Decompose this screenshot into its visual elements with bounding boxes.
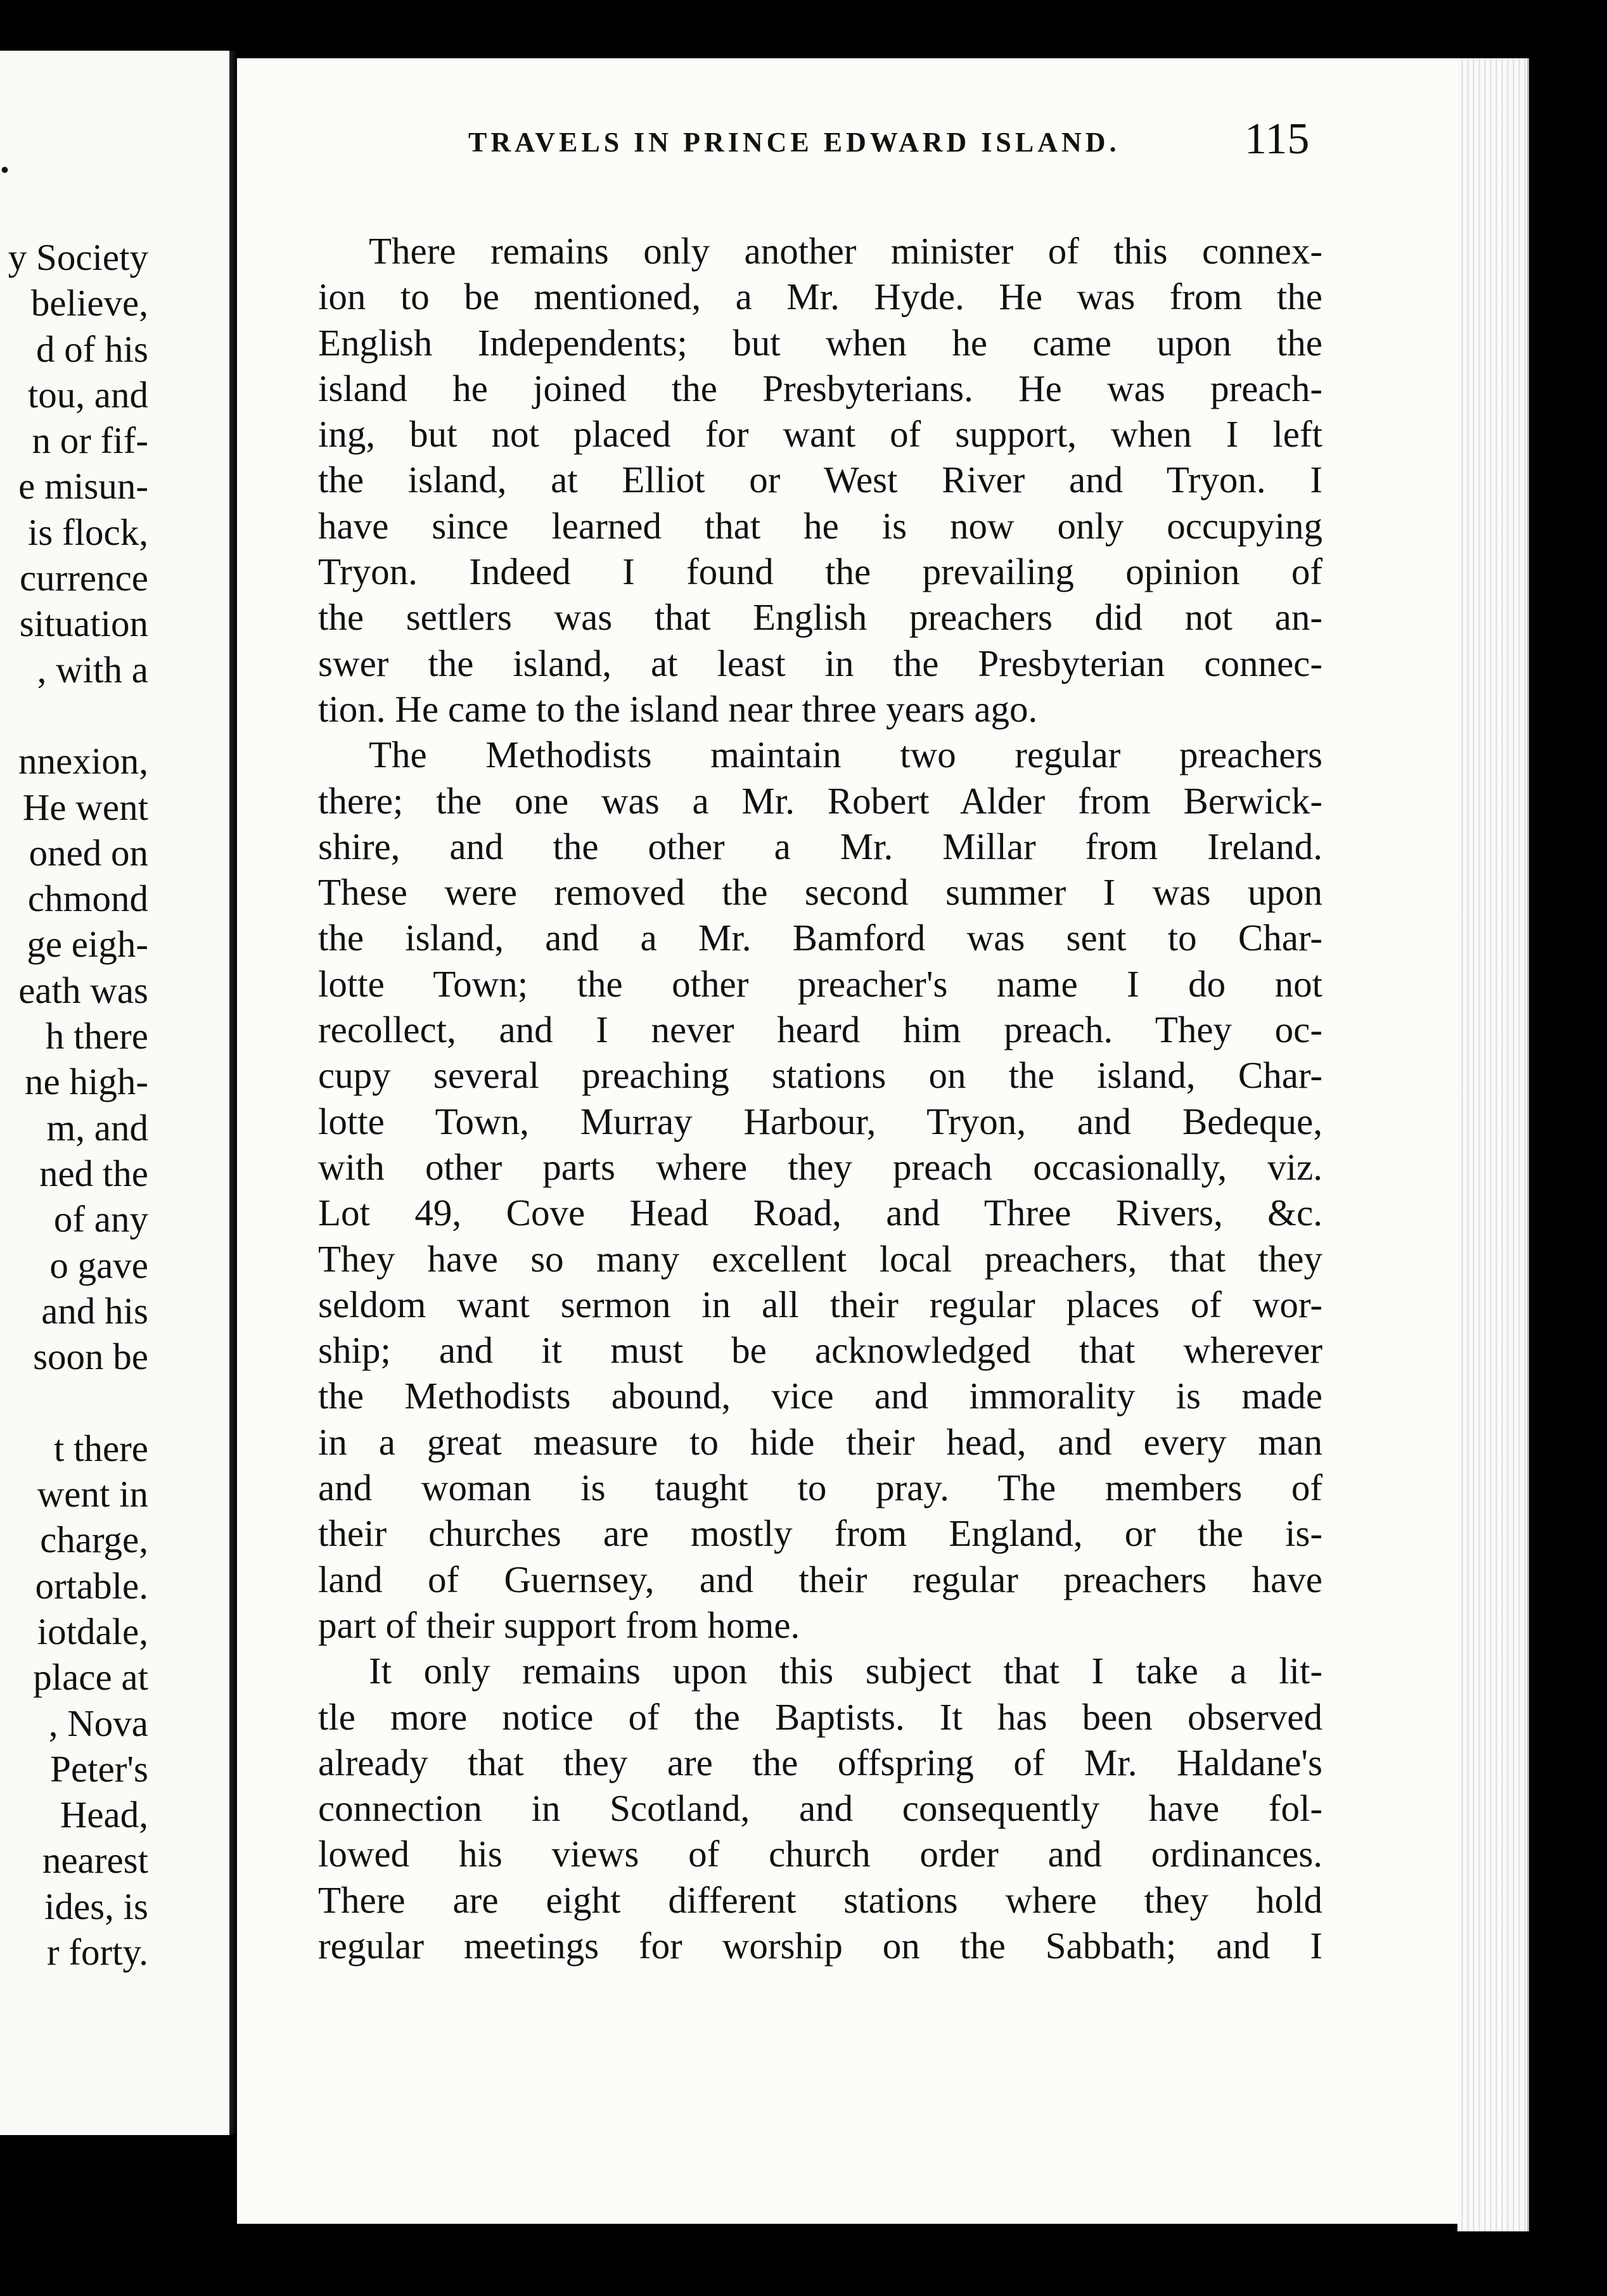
text-line: These were removed the second summer I was upon [318, 871, 1322, 914]
left-page-line: t there [53, 1427, 148, 1469]
left-page-line: Peter's [50, 1747, 148, 1790]
running-title: TRAVELS IN PRINCE EDWARD ISLAND. [468, 127, 1120, 158]
page-number: 115 [1245, 115, 1310, 163]
text-line: tle more notice of the Baptists. It has been observed [318, 1695, 1322, 1738]
left-page-line: r forty. [46, 1930, 148, 1973]
text-line: connection in Scotland, and consequently have fol- [318, 1787, 1322, 1830]
left-page-line: soon be [33, 1336, 148, 1378]
text-line: lotte Town, Murray Harbour, Tryon, and Bedeque, [318, 1100, 1322, 1142]
text-line: island he joined the Presbyterians. He was preach- [318, 367, 1322, 409]
text-line: there; the one was a Mr. Robert Alder from Berwick- [318, 779, 1322, 822]
text-line: seldom want sermon in all their regular places of wor- [318, 1283, 1322, 1325]
left-page-header-mark: . [0, 139, 10, 181]
left-page-line: ned the [39, 1152, 148, 1194]
text-line: cupy several preaching stations on the island, Char- [318, 1054, 1322, 1097]
text-line: tion. He came to the island near three years ago. [318, 687, 1038, 730]
text-line: the Methodists abound, vice and immorality is made [318, 1375, 1322, 1417]
text-line: It only remains upon this subject that I take a lit- [369, 1650, 1322, 1692]
text-line: English Independents; but when he came upon the [318, 321, 1322, 364]
text-line: their churches are mostly from England, or the is- [318, 1512, 1322, 1555]
left-page-line: oned on [29, 831, 148, 874]
left-page-line: y Society [8, 236, 148, 278]
text-line: have since learned that he is now only occupying [318, 504, 1322, 547]
left-page-line: charge, [40, 1519, 148, 1561]
text-line: lotte Town; the other preacher's name I do not [318, 962, 1322, 1005]
left-page-line: o gave [49, 1244, 148, 1286]
left-page-line: h there [45, 1015, 148, 1057]
left-page-line: , Nova [48, 1702, 148, 1744]
left-page-line: nearest [42, 1839, 148, 1882]
left-page-fragment [0, 51, 229, 2135]
left-page-line: ortable. [35, 1564, 148, 1607]
left-page-line: of any [53, 1198, 148, 1240]
left-page-line [8, 692, 148, 738]
left-page-line: ne high- [25, 1061, 148, 1103]
left-page-line: and his [41, 1289, 148, 1332]
left-page-line: believe, [30, 282, 148, 324]
left-page-line: , with a [37, 648, 148, 691]
page-edges [1457, 58, 1529, 2231]
text-line: swer the island, at least in the Presbyterian connec- [318, 642, 1322, 684]
text-line: Lot 49, Cove Head Road, and Three Rivers, &c. [318, 1192, 1322, 1234]
text-line: ion to be mentioned, a Mr. Hyde. He was from the [318, 276, 1322, 318]
text-line: ing, but not placed for want of support, when I left [318, 413, 1322, 456]
left-page-line: tou, and [27, 373, 148, 416]
text-line: the island, and a Mr. Bamford was sent to Char- [318, 917, 1322, 959]
text-line: part of their support from home. [318, 1604, 800, 1646]
left-page-line: m, and [46, 1106, 148, 1149]
left-page-text [8, 234, 148, 1975]
text-line: already that they are the offspring of Mr. Haldane's [318, 1741, 1322, 1783]
left-page-line: went in [37, 1473, 148, 1515]
text-line: recollect, and I never heard him preach. They oc- [318, 1009, 1322, 1051]
left-page-line: nnexion, [18, 740, 148, 782]
text-line: land of Guernsey, and their regular preachers have [318, 1558, 1322, 1600]
left-page-line: Head, [60, 1794, 148, 1836]
left-page-line: currence [19, 557, 148, 599]
left-page-line: chmond [27, 877, 148, 920]
text-line: There are eight different stations where they hold [318, 1878, 1322, 1921]
text-line: There remains only another minister of this connex- [369, 230, 1322, 272]
text-line: lowed his views of church order and ordinances. [318, 1833, 1322, 1875]
left-page-line: e misun- [18, 465, 148, 507]
left-page-line: place at [33, 1656, 148, 1699]
left-page-line: eath was [18, 969, 148, 1011]
text-line: with other parts where they preach occasionally, viz. [318, 1145, 1322, 1188]
left-page-line: ides, is [44, 1885, 148, 1927]
left-page-line: He went [22, 786, 148, 828]
left-page-line: iotdale, [37, 1610, 148, 1652]
text-line: shire, and the other a Mr. Millar from Ireland. [318, 825, 1322, 867]
left-page-line: n or fif- [32, 419, 148, 462]
text-line: the island, at Elliot or West River and Tryon. I [318, 459, 1322, 501]
text-line: Tryon. Indeed I found the prevailing opinion of [318, 551, 1322, 593]
text-line: the settlers was that English preachers did not an- [318, 596, 1322, 639]
page-body-text [318, 228, 1322, 1968]
left-page-line: d of his [36, 328, 148, 370]
book-gutter [229, 51, 237, 2135]
text-line: regular meetings for worship on the Sabbath; and I [318, 1924, 1322, 1967]
text-line: They have so many excellent local preachers, that they [318, 1237, 1322, 1280]
left-page-line: is flock, [27, 511, 148, 553]
left-page-line [8, 1379, 148, 1425]
text-line: and woman is taught to pray. The members of [318, 1467, 1322, 1509]
text-line: ship; and it must be acknowledged that wherever [318, 1329, 1322, 1372]
left-page-line: situation [19, 603, 148, 645]
text-line: in a great measure to hide their head, and every man [318, 1420, 1322, 1463]
right-page [237, 58, 1482, 2224]
text-line: The Methodists maintain two regular preachers [369, 734, 1322, 776]
left-page-line: ge eigh- [27, 923, 148, 966]
